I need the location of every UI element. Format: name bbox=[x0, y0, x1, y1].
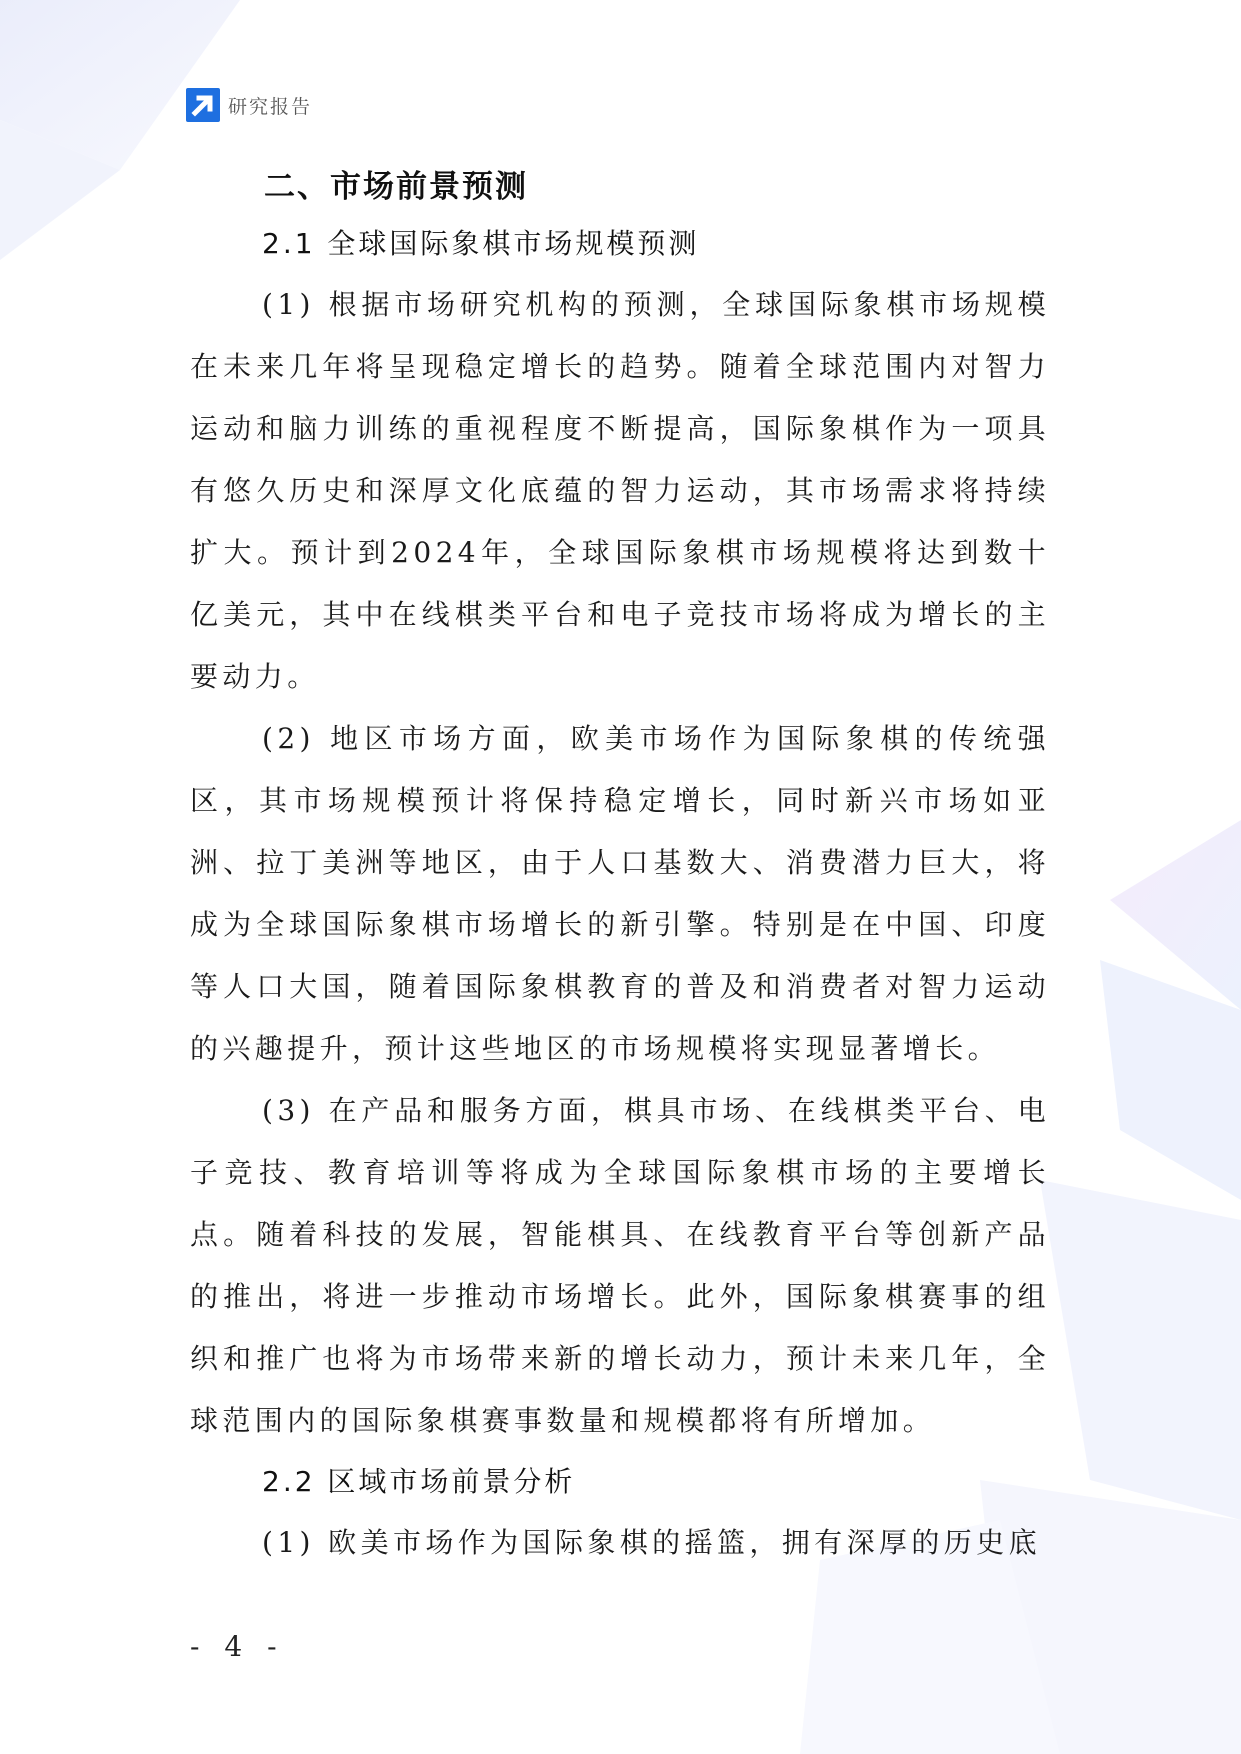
page-number: - 4 - bbox=[190, 1630, 285, 1663]
paragraph: (3) 在产品和服务方面，棋具市场、在线棋类平台、电子竞技、教育培训等将成为全球国际象棋市场的主要增长点。随着科技的发展，智能棋具、在线教育平台等创新产品的推出，将进一步推动市场增长。此外，国际象棋赛事的组织和推广也将为市场带来新的增长动力，预计未来几年，全球范围内的国际象棋赛事数量和规模都将有所增加。 bbox=[190, 1094, 1050, 1437]
arrow-up-right-icon bbox=[186, 88, 220, 122]
paragraph: (2) 地区市场方面，欧美市场作为国际象棋的传统强区，其市场规模预计将保持稳定增长，同时新兴市场如亚洲、拉丁美洲等地区，由于人口基数大、消费潜力巨大，将成为全球国际象棋市场增长的新引擎。特别是在中国、印度等人口大国，随着国际象棋教育的普及和消费者对智力运动的兴趣提升，预计这些地区的市场规模将实现显著增长。 bbox=[190, 722, 1050, 1065]
paragraph: (1) 欧美市场作为国际象棋的摇篮，拥有深厚的历史底 bbox=[262, 1526, 1041, 1559]
section-title: 二、市场前景预测 bbox=[264, 169, 528, 205]
subsection-title: 2.2 区域市场前景分析 bbox=[262, 1465, 576, 1498]
report-header bbox=[186, 88, 312, 122]
paragraph: (1) 根据市场研究机构的预测，全球国际象棋市场规模在未来几年将呈现稳定增长的趋势。随着全球范围内对智力运动和脑力训练的重视程度不断提高，国际象棋作为一项具有悠久历史和深厚文化底蕴的智力运动，其市场需求将持续扩大。预计到2024年，全球国际象棋市场规模将达到数十亿美元，其中在线棋类平台和电子竞技市场将成为增长的主要动力。 bbox=[190, 288, 1050, 693]
subsection-title: 2.1 全球国际象棋市场规模预测 bbox=[262, 227, 700, 260]
document-body bbox=[190, 160, 1050, 1574]
header-label: 研究报告 bbox=[228, 95, 313, 118]
